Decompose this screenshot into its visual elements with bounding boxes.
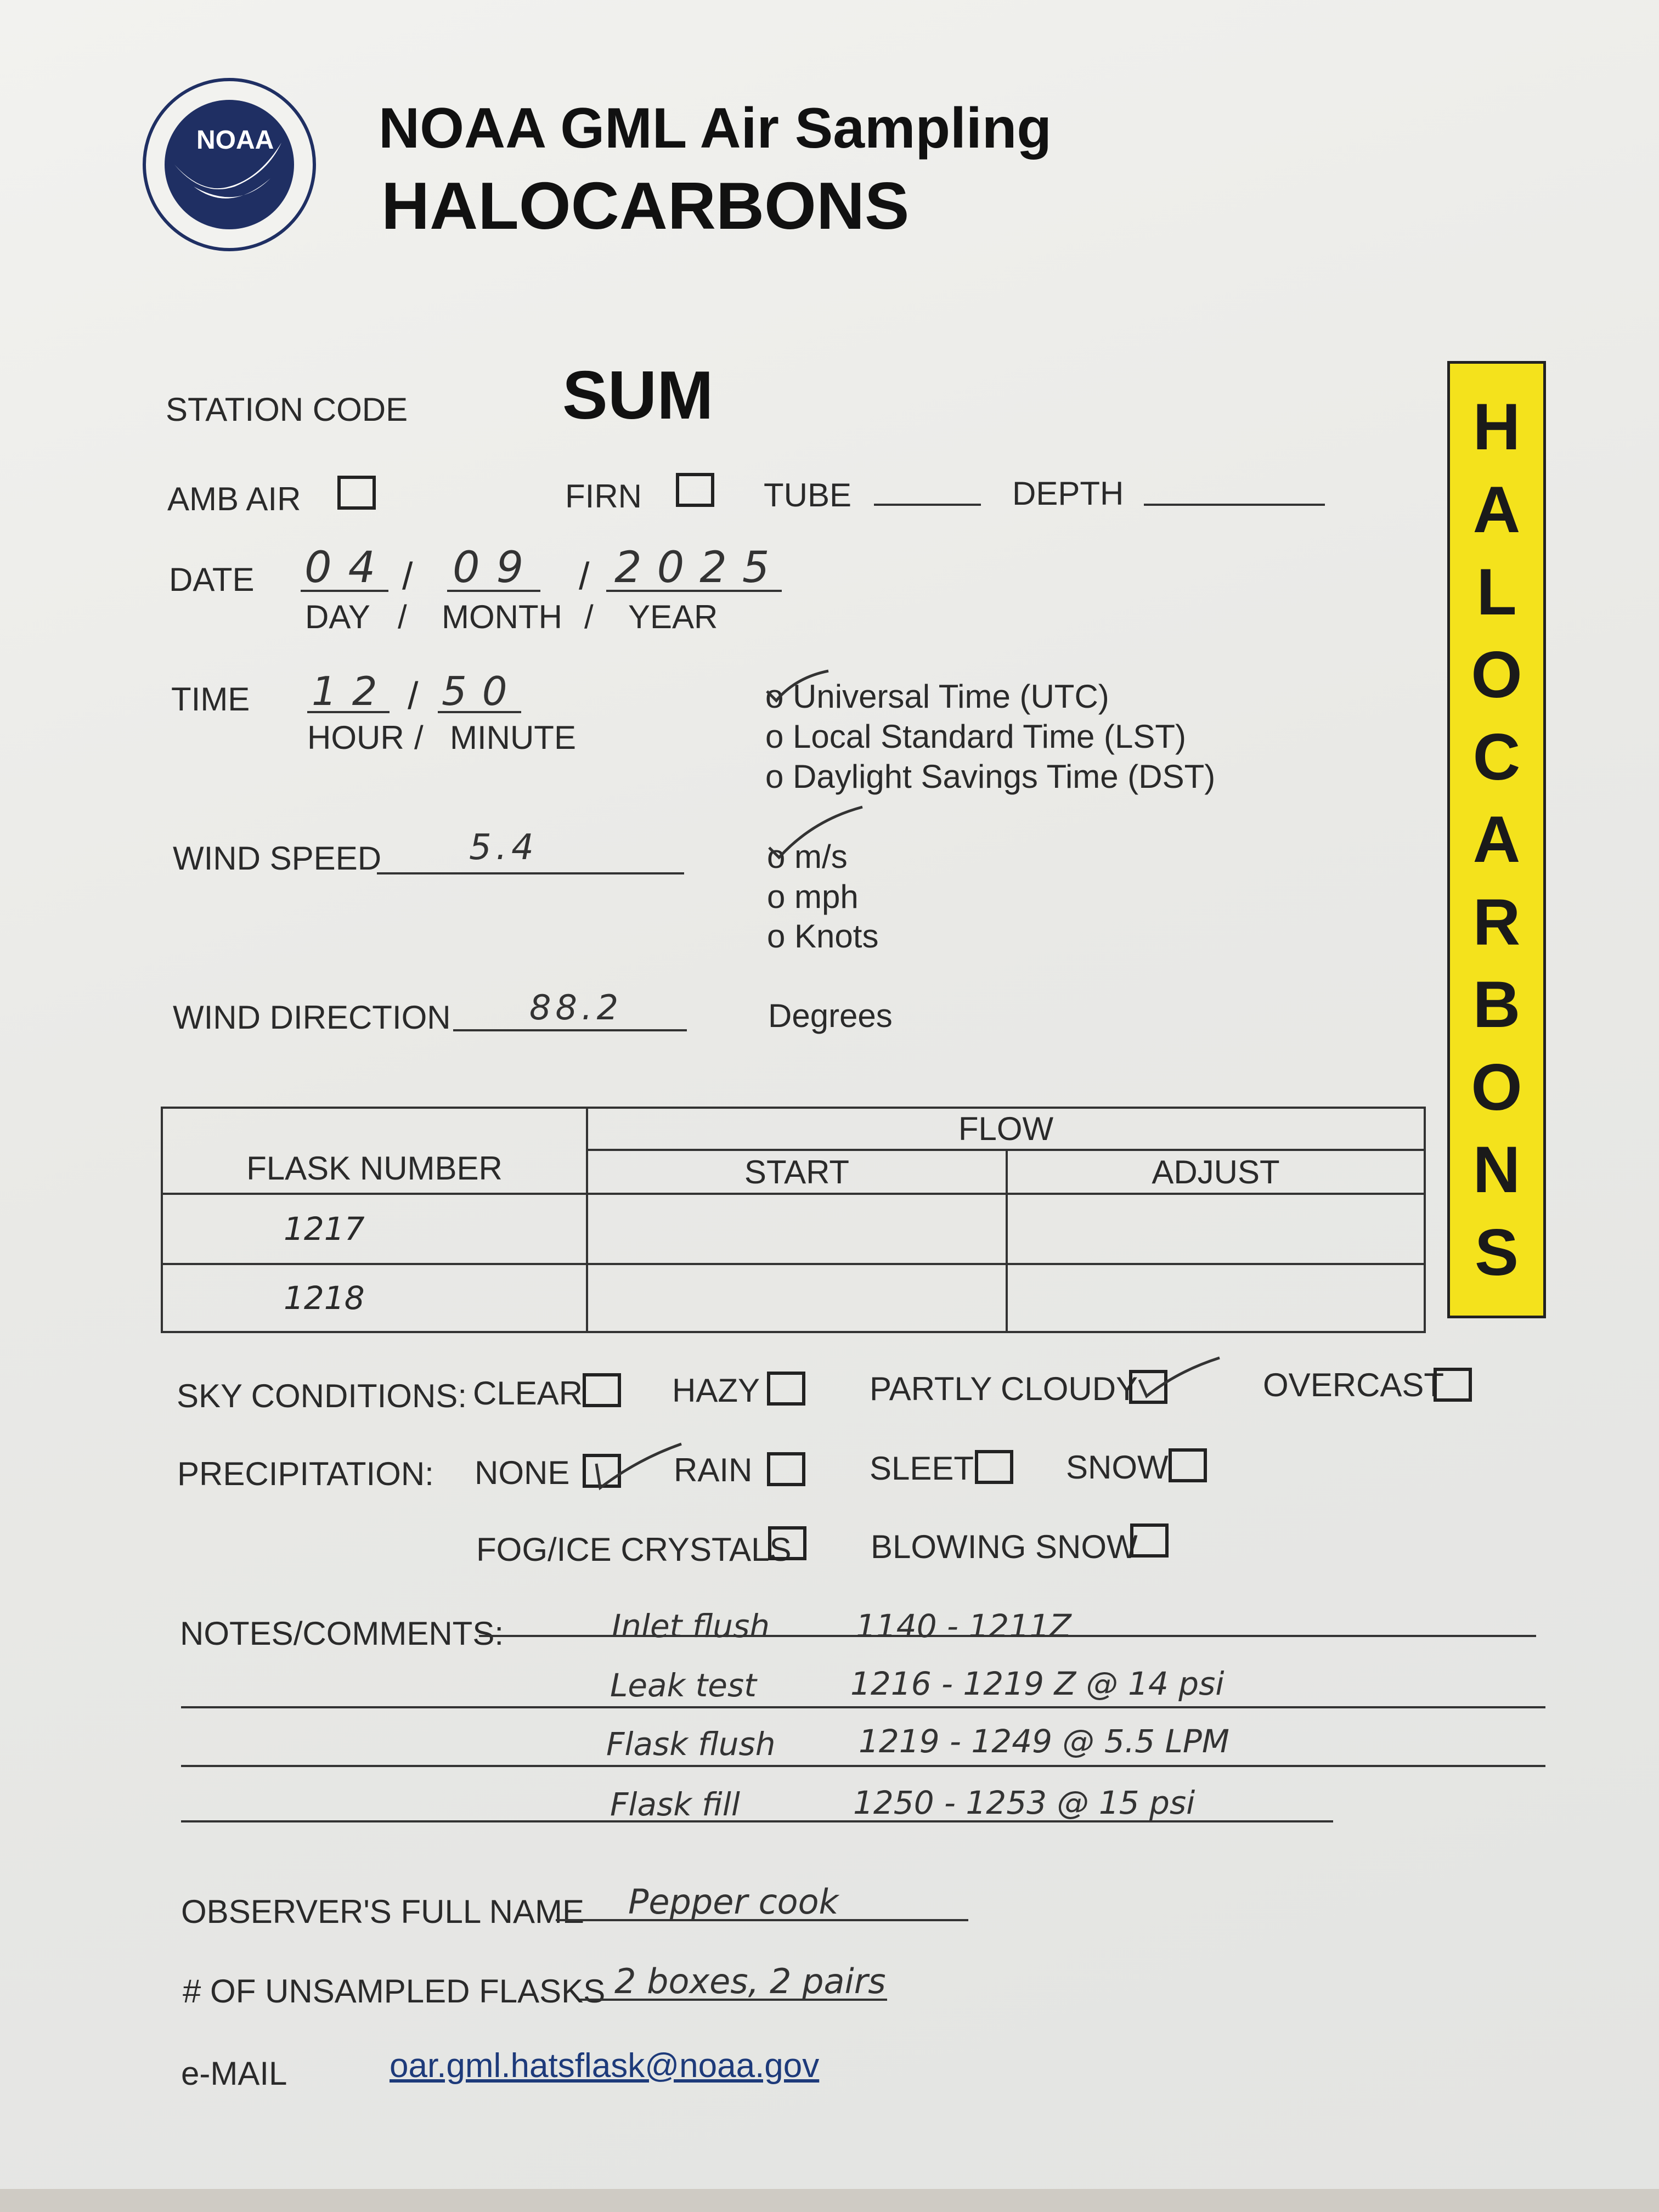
precip-blowing-snow-checkbox[interactable] <box>1130 1523 1169 1558</box>
notes-line <box>181 1765 1545 1767</box>
flask-number-header: FLASK NUMBER <box>162 1108 587 1194</box>
station-code-label: STATION CODE <box>166 391 408 428</box>
table-row <box>162 1194 1425 1264</box>
utc-check-mark <box>763 667 839 710</box>
precip-snow-label: SNOW <box>1066 1449 1169 1486</box>
note-line-2-what[interactable]: Leak test <box>610 1667 757 1704</box>
date-year-value[interactable]: 2025 <box>614 543 785 592</box>
precip-none-label: NONE <box>475 1454 570 1491</box>
date-separator: / <box>579 555 590 597</box>
firn-checkbox[interactable] <box>676 473 714 507</box>
note-line-1-detail[interactable]: 1140 - 1211Z <box>856 1607 1071 1645</box>
precip-rain-checkbox[interactable] <box>767 1452 805 1486</box>
time-option-utc[interactable]: o Universal Time (UTC) <box>765 678 1109 715</box>
flow-header: FLOW <box>587 1108 1425 1150</box>
wind-unit-mph[interactable]: o mph <box>767 878 859 915</box>
wind-direction-value[interactable]: 88.2 <box>529 988 623 1028</box>
precip-sleet-label: SLEET <box>870 1450 974 1487</box>
date-separator: / <box>398 599 407 635</box>
time-option-lst[interactable]: o Local Standard Time (LST) <box>765 718 1187 755</box>
sky-hazy-label: HAZY <box>672 1372 760 1409</box>
time-option-dst[interactable]: o Daylight Savings Time (DST) <box>765 758 1216 795</box>
wind-unit-knots[interactable]: o Knots <box>767 918 879 955</box>
wind-speed-label: WIND SPEED <box>173 840 382 877</box>
time-minute-value[interactable]: 50 <box>442 668 523 714</box>
banner-letter: S <box>1474 1215 1519 1289</box>
flow-start-cell[interactable] <box>587 1194 1007 1264</box>
partly-cloudy-check-mark <box>1127 1352 1226 1413</box>
banner-letter: R <box>1472 885 1521 959</box>
precip-none-check-mark <box>583 1437 687 1498</box>
year-label: YEAR <box>628 599 718 635</box>
notes-label: NOTES/COMMENTS: <box>180 1615 504 1652</box>
notes-line <box>181 1706 1545 1708</box>
tube-field[interactable] <box>874 504 981 506</box>
banner-letter: H <box>1472 390 1521 464</box>
date-day-value[interactable]: 04 <box>304 543 392 592</box>
email-link[interactable]: oar.gml.hatsflask@noaa.gov <box>390 2047 820 2085</box>
form-title: NOAA GML Air Sampling <box>379 97 1052 160</box>
flow-adjust-header: ADJUST <box>1007 1150 1425 1194</box>
sky-conditions-label: SKY CONDITIONS: <box>177 1378 467 1414</box>
amb-air-checkbox[interactable] <box>337 476 376 510</box>
note-line-3-what[interactable]: Flask flush <box>606 1725 776 1763</box>
minute-label: MINUTE <box>450 719 576 756</box>
note-line-2-detail[interactable]: 1216 - 1219 Z @ 14 psi <box>850 1665 1224 1702</box>
note-line-1-what[interactable]: Inlet flush <box>612 1607 770 1645</box>
noaa-logo-text: NOAA <box>196 126 274 155</box>
wind-direction-field <box>453 1029 687 1031</box>
month-label: MONTH <box>442 599 562 635</box>
flask-number-cell[interactable]: 1217 <box>162 1194 587 1264</box>
form-subtitle: HALOCARBONS <box>381 168 910 243</box>
sky-hazy-checkbox[interactable] <box>767 1372 805 1406</box>
day-label: DAY <box>305 599 370 635</box>
flow-adjust-cell[interactable] <box>1007 1264 1425 1332</box>
banner-letter: A <box>1472 803 1521 877</box>
sky-clear-checkbox[interactable] <box>583 1373 621 1407</box>
ms-check-mark <box>764 804 873 864</box>
wind-direction-label: WIND DIRECTION <box>173 999 451 1036</box>
sky-clear-label: CLEAR <box>473 1375 583 1412</box>
precip-fog-checkbox[interactable] <box>768 1526 806 1560</box>
unsampled-flasks-label: # OF UNSAMPLED FLASKS <box>183 1973 606 2010</box>
banner-letter: O <box>1471 637 1522 712</box>
degrees-label: Degrees <box>768 997 893 1034</box>
precipitation-label: PRECIPITATION: <box>177 1455 434 1492</box>
sky-overcast-checkbox[interactable] <box>1434 1368 1472 1402</box>
email-label: e-MAIL <box>181 2055 287 2092</box>
time-hour-underline <box>307 711 390 713</box>
date-separator: / <box>584 599 594 635</box>
date-year-underline <box>606 590 782 592</box>
precip-blowing-snow-label: BLOWING SNOW <box>871 1528 1138 1565</box>
time-hour-value[interactable]: 12 <box>312 668 393 714</box>
date-separator: / <box>402 555 413 597</box>
time-separator: / <box>408 674 419 717</box>
flow-start-cell[interactable] <box>587 1264 1007 1332</box>
date-month-value[interactable]: 09 <box>453 543 540 592</box>
note-line-4-what[interactable]: Flask fill <box>610 1786 740 1823</box>
banner-letter: N <box>1472 1133 1521 1207</box>
wind-speed-field <box>377 872 684 874</box>
date-month-underline <box>447 590 540 592</box>
depth-label: DEPTH <box>1012 475 1124 512</box>
amb-air-label: AMB AIR <box>167 481 301 517</box>
unsampled-flasks-value[interactable]: 2 boxes, 2 pairs <box>614 1961 886 2001</box>
precip-rain-label: RAIN <box>674 1452 753 1488</box>
precip-fog-label: FOG/ICE CRYSTALS <box>476 1531 792 1568</box>
station-code-value: SUM <box>562 358 714 433</box>
observer-name-label: OBSERVER'S FULL NAME <box>181 1893 584 1930</box>
banner-letter: C <box>1472 720 1521 794</box>
halocarbons-side-banner <box>1447 361 1546 1318</box>
wind-speed-value[interactable]: 5.4 <box>469 827 538 868</box>
precip-snow-checkbox[interactable] <box>1169 1448 1207 1482</box>
tube-label: TUBE <box>764 477 852 514</box>
observer-name-value[interactable]: Pepper cook <box>628 1882 839 1922</box>
noaa-logo <box>142 77 317 252</box>
hour-label: HOUR <box>307 719 404 756</box>
date-day-underline <box>301 590 388 592</box>
precip-sleet-checkbox[interactable] <box>975 1450 1013 1484</box>
banner-letter: B <box>1472 968 1521 1042</box>
flask-table <box>161 1107 1426 1333</box>
note-line-4-detail[interactable]: 1250 - 1253 @ 15 psi <box>853 1784 1195 1821</box>
time-minute-underline <box>438 711 521 713</box>
banner-letter: O <box>1471 1050 1522 1124</box>
note-line-3-detail[interactable]: 1219 - 1249 @ 5.5 LPM <box>859 1723 1229 1760</box>
time-separator: / <box>414 719 424 756</box>
sky-overcast-label: OVERCAST <box>1263 1367 1444 1403</box>
flow-adjust-cell[interactable] <box>1007 1194 1425 1264</box>
time-label: TIME <box>171 681 250 718</box>
sky-partly-cloudy-label: PARTLY CLOUDY <box>870 1370 1138 1407</box>
wind-unit-ms[interactable]: o m/s <box>767 838 848 875</box>
banner-letter: L <box>1476 555 1517 629</box>
depth-field[interactable] <box>1144 504 1325 506</box>
flask-number-cell[interactable]: 1218 <box>162 1264 587 1332</box>
banner-letter: A <box>1472 472 1521 546</box>
table-row <box>162 1264 1425 1332</box>
firn-label: FIRN <box>565 478 642 515</box>
flow-start-header: START <box>587 1150 1007 1194</box>
date-label: DATE <box>169 561 255 598</box>
